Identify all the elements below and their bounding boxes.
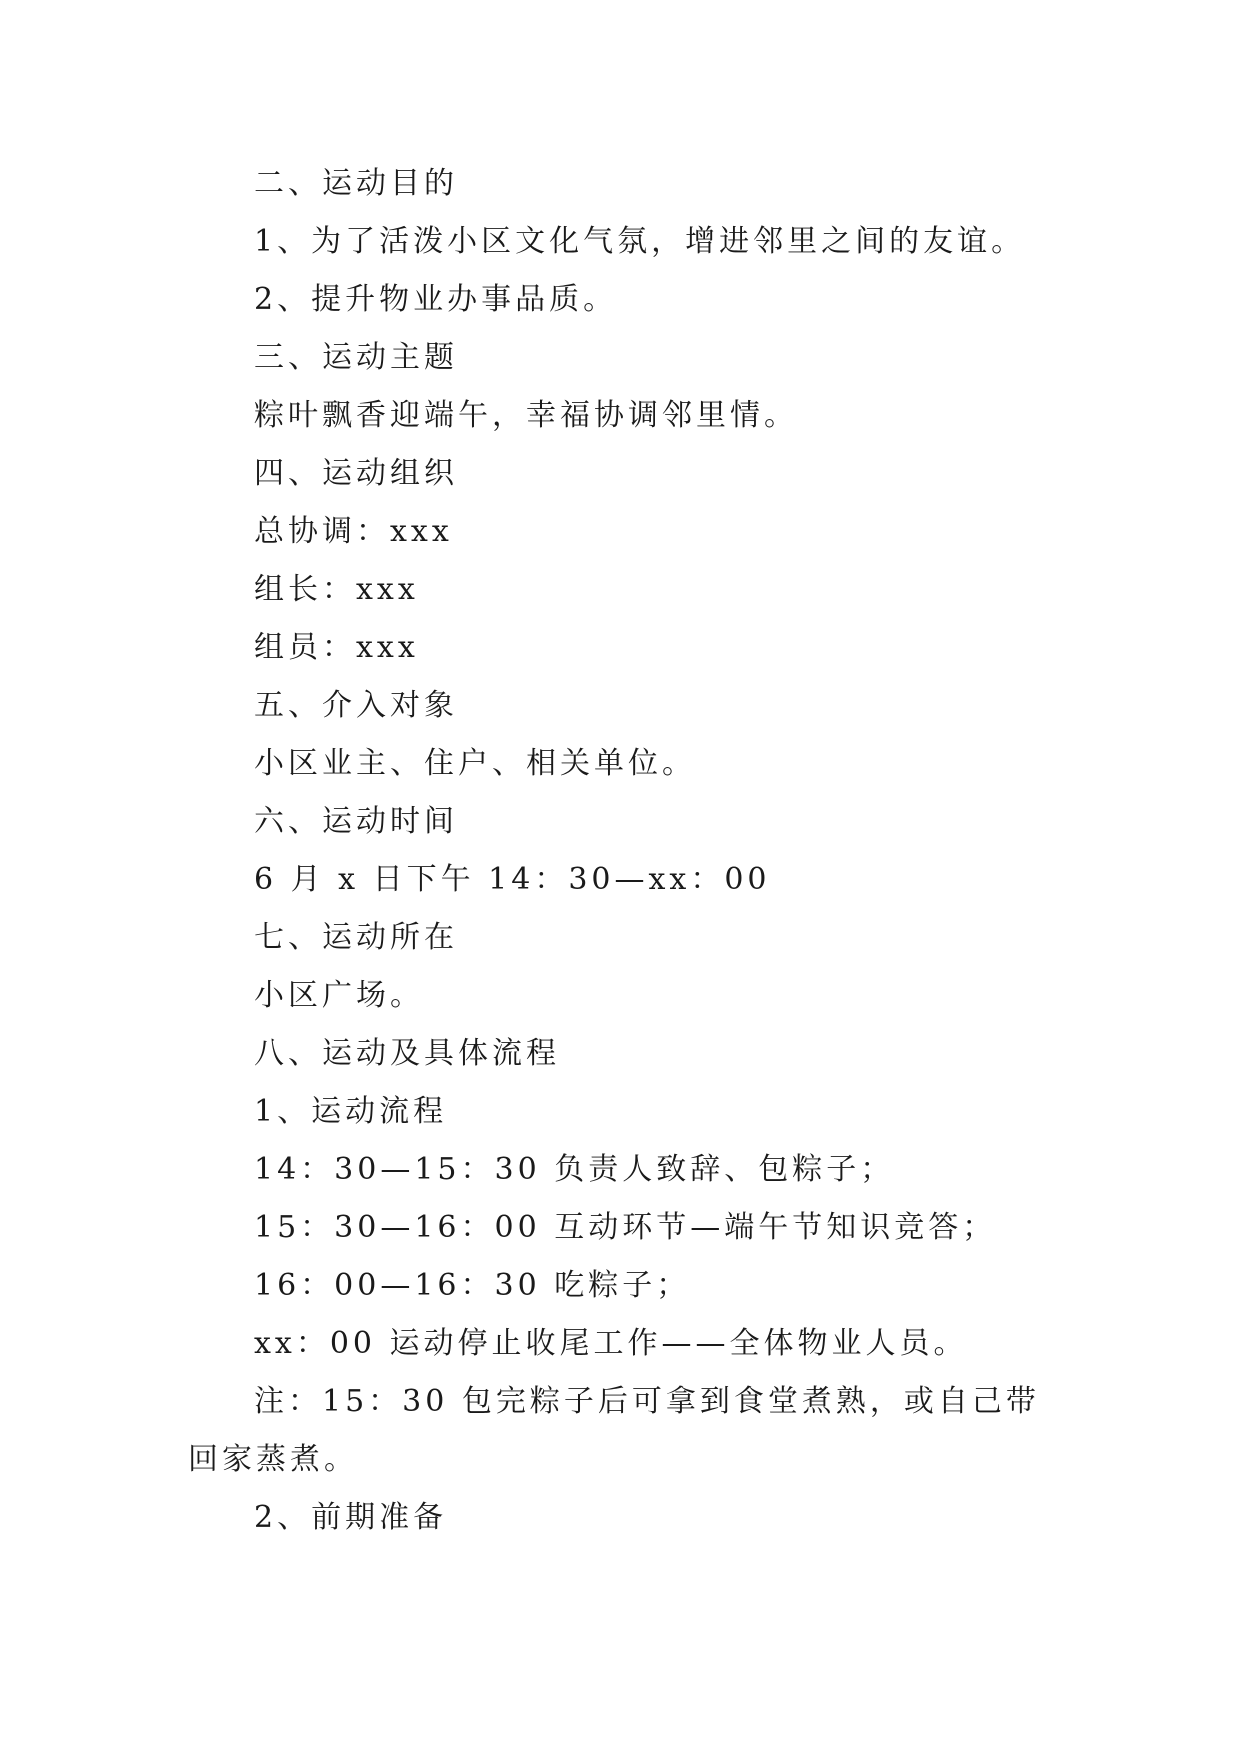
schedule-item-2: 15：30—16：00 互动环节—端午节知识竞答； (254, 1210, 997, 1245)
time-text: 6 月 x 日下午 14：30—xx：00 (254, 862, 771, 897)
purpose-item-2: 2、提升物业办事品质。 (254, 282, 618, 317)
preparation-subheading: 2、前期准备 (254, 1500, 448, 1535)
purpose-item-1: 1、为了活泼小区文化气氛，增进邻里之间的友谊。 (254, 224, 1026, 259)
section-heading-time: 六、运动时间 (254, 804, 458, 839)
section-heading-organization: 四、运动组织 (254, 456, 458, 491)
section-heading-process: 八、运动及具体流程 (254, 1036, 560, 1071)
schedule-item-1: 14：30—15：30 负责人致辞、包粽子； (254, 1152, 895, 1187)
section-heading-participants: 五、介入对象 (254, 688, 458, 723)
organization-leader: 组长：xxx (254, 572, 419, 607)
theme-text: 粽叶飘香迎端午，幸福协调邻里情。 (254, 398, 798, 433)
section-heading-theme: 三、运动主题 (254, 340, 458, 375)
location-text: 小区广场。 (254, 978, 424, 1013)
schedule-item-3: 16：00—16：30 吃粽子； (254, 1268, 691, 1303)
participants-text: 小区业主、住户、相关单位。 (254, 746, 696, 781)
section-heading-purpose: 二、运动目的 (254, 166, 458, 201)
schedule-item-4: xx：00 运动停止收尾工作——全体物业人员。 (254, 1326, 968, 1361)
section-heading-location: 七、运动所在 (254, 920, 458, 955)
document-body (188, 155, 1058, 1547)
note-paragraph: 注：15：30 包完粽子后可拿到食堂煮熟，或自己带回家蒸煮。 (188, 1384, 1040, 1477)
organization-members: 组员：xxx (254, 630, 419, 665)
process-subheading: 1、运动流程 (254, 1094, 448, 1129)
organization-coordinator: 总协调：xxx (254, 514, 453, 549)
